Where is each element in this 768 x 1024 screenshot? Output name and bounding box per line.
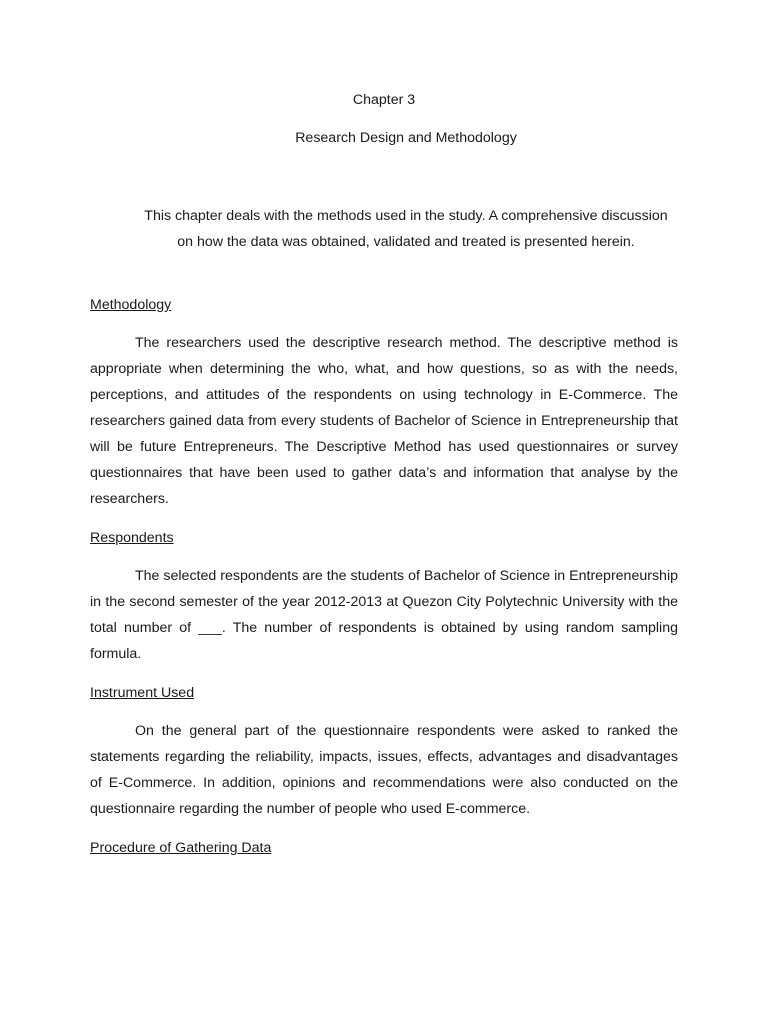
chapter-title: Research Design and Methodology [295,130,517,146]
chapter-number: Chapter 3 [352,92,416,108]
section-body-instrument-used: On the general part of the questionnaire respondents were asked to ranked the statements regarding the reliability, impacts, issues, effects, advantages and disadvantages of E-Commerce. In addition, opinions and recommendations were also conducted on the questionnaire regarding the number of people who used E-commerce. [90,723,678,817]
section-heading-respondents: Respondents [90,530,174,546]
section-heading-instrument-used: Instrument Used [90,685,195,701]
section-heading-procedure: Procedure of Gathering Data [90,840,272,856]
section-body-methodology: The researchers used the descriptive research method. The descriptive method is appropriate when determining the who, what, and how questions, so as with the needs, perceptions, and attitudes of the respondents on using technology in E-Commerce. The researchers gained data from every students of Bachelor of Science in Entrepreneurship that will be future Entrepreneurs. The Descriptive Method has used questionnaires or survey questionnaires that have been used to gather data’s and information that analyse by the researchers. [90,335,678,507]
section-heading-methodology: Methodology [90,297,172,313]
intro-paragraph: This chapter deals with the methods used in the study. A comprehensive discussion on how the data was obtained, validated and treated is presented herein. [144,208,668,250]
section-body-respondents: The selected respondents are the students of Bachelor of Science in Entrepreneurship in the second semester of the year 2012-2013 at Quezon City Polytechnic University with the total number of ___. The number of respondents is obtained by using random sampling formula. [90,568,678,662]
